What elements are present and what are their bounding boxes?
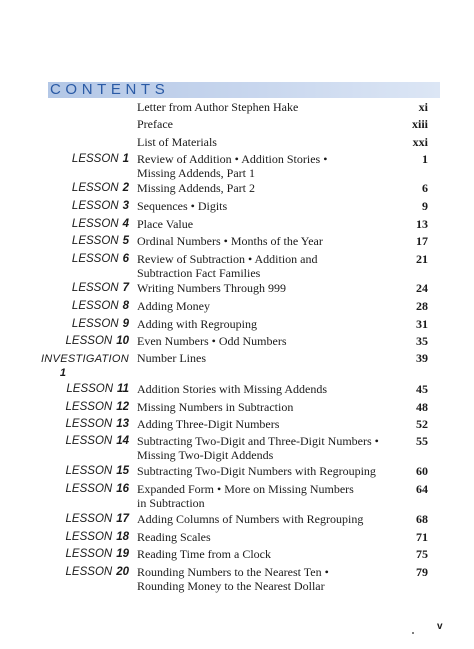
lesson-word: LESSON <box>65 566 113 578</box>
lesson-number: 8 <box>122 300 129 312</box>
lesson-label <box>72 153 129 165</box>
print-speck <box>412 632 414 634</box>
entry-page-number: 31 <box>416 317 428 331</box>
investigation-number: 1 <box>59 367 66 379</box>
entry-title <box>137 464 397 478</box>
lesson-number: 15 <box>116 465 129 477</box>
entry-title-line: Missing Two-Digit Addends <box>137 448 274 462</box>
entry-title <box>137 281 397 295</box>
lesson-number: 13 <box>116 418 129 430</box>
entry-title-line: Subtracting Two-Digit and Three-Digit Numbers • <box>137 434 379 448</box>
entry-title-line: Review of Subtraction • Addition and <box>137 252 318 266</box>
lesson-label <box>66 383 129 395</box>
contents-heading: CONTENTS <box>50 81 170 98</box>
lesson-word: LESSON <box>65 465 113 477</box>
entry-title-line: Missing Addends, Part 1 <box>137 166 256 180</box>
lesson-word: LESSON <box>71 253 119 265</box>
entry-page-number: 21 <box>416 252 428 266</box>
lesson-number: 4 <box>122 218 129 230</box>
entry-title-line: Adding with Regrouping <box>137 317 257 331</box>
entry-page-number: xiii <box>411 117 428 131</box>
lesson-word: LESSON <box>71 300 119 312</box>
entry-title <box>137 482 397 510</box>
entry-page-number: 9 <box>422 199 428 213</box>
lesson-label <box>66 418 129 430</box>
entry-title-line: Subtracting Two-Digit Numbers with Regrouping <box>137 464 376 478</box>
lesson-label <box>66 513 129 525</box>
lesson-label <box>72 300 129 312</box>
entry-page-number: 35 <box>416 334 428 348</box>
lesson-label <box>72 318 129 330</box>
entry-title <box>137 117 397 131</box>
lesson-word: LESSON <box>65 335 113 347</box>
entry-title-line: Adding Money <box>137 299 210 313</box>
entry-title-line: Even Numbers • Odd Numbers <box>137 334 287 348</box>
entry-page-number: 13 <box>416 217 428 231</box>
lesson-word: LESSON <box>65 401 113 413</box>
investigation-word: INVESTIGATION <box>40 353 129 365</box>
entry-title <box>137 217 397 231</box>
lesson-word: LESSON <box>65 531 113 543</box>
lesson-number: 12 <box>116 401 129 413</box>
entry-title-line: Writing Numbers Through 999 <box>137 281 286 295</box>
entry-title-line: Reading Scales <box>137 530 211 544</box>
entry-page-number: 6 <box>422 181 428 195</box>
entry-title <box>137 400 397 414</box>
entry-page-number: 17 <box>416 234 428 248</box>
lesson-label <box>72 235 129 247</box>
lesson-word: LESSON <box>71 200 119 212</box>
entry-title <box>137 100 397 114</box>
lesson-label <box>66 548 129 560</box>
lesson-label <box>66 531 129 543</box>
lesson-word: LESSON <box>65 513 113 525</box>
entry-title-line: Missing Numbers in Subtraction <box>137 400 294 414</box>
entry-title-line: in Subtraction <box>137 496 205 510</box>
lesson-number: 18 <box>116 531 129 543</box>
entry-title <box>137 181 397 195</box>
entry-title <box>137 234 397 248</box>
entry-page-number: 39 <box>416 351 428 365</box>
entry-title <box>137 417 397 431</box>
lesson-label <box>72 218 129 230</box>
entry-title <box>137 382 397 396</box>
lesson-number: 5 <box>122 235 129 247</box>
entry-title-line: Expanded Form • More on Missing Numbers <box>137 482 354 496</box>
entry-title <box>137 299 397 313</box>
entry-page-number: 60 <box>416 464 428 478</box>
investigation-label <box>41 352 129 380</box>
entry-page-number: 75 <box>416 547 428 561</box>
lesson-number: 2 <box>122 182 129 194</box>
lesson-label <box>66 566 129 578</box>
lesson-word: LESSON <box>66 383 114 395</box>
entry-title-line: Subtraction Fact Families <box>137 266 261 280</box>
lesson-number: 20 <box>116 566 129 578</box>
lesson-number: 6 <box>122 253 129 265</box>
lesson-number: 1 <box>122 153 129 165</box>
entry-page-number: 55 <box>416 434 428 448</box>
entry-title-line: Ordinal Numbers • Months of the Year <box>137 234 323 248</box>
entry-title <box>137 565 397 593</box>
lesson-word: LESSON <box>65 483 113 495</box>
entry-title-line: List of Materials <box>137 135 217 149</box>
entry-page-number: 45 <box>416 382 428 396</box>
entry-page-number: 28 <box>416 299 428 313</box>
entry-title-line: Sequences • Digits <box>137 199 228 213</box>
entry-title <box>137 530 397 544</box>
lesson-number: 10 <box>116 335 129 347</box>
entry-title-line: Place Value <box>137 217 194 231</box>
entry-title-line: Missing Addends, Part 2 <box>137 181 256 195</box>
entry-title <box>137 512 397 526</box>
entry-title-line: Adding Three-Digit Numbers <box>137 417 280 431</box>
entry-title <box>137 135 397 149</box>
entry-page-number: xxi <box>412 135 428 149</box>
entry-page-number: 52 <box>416 417 428 431</box>
entry-title <box>137 199 397 213</box>
entry-title-line: Adding Columns of Numbers with Regrouping <box>137 512 364 526</box>
entry-page-number: 68 <box>416 512 428 526</box>
entry-title-line: Review of Addition • Addition Stories • <box>137 152 328 166</box>
entry-title-line: Letter from Author Stephen Hake <box>137 100 299 114</box>
entry-title <box>137 351 397 365</box>
lesson-number: 11 <box>117 383 129 395</box>
lesson-word: LESSON <box>71 235 119 247</box>
lesson-label <box>66 435 129 447</box>
entry-title-line: Rounding Numbers to the Nearest Ten • <box>137 565 329 579</box>
entry-page-number: 1 <box>422 152 428 166</box>
entry-title-line: Reading Time from a Clock <box>137 547 271 561</box>
lesson-number: 3 <box>122 200 129 212</box>
lesson-number: 7 <box>122 282 129 294</box>
lesson-word: LESSON <box>65 548 113 560</box>
lesson-word: LESSON <box>65 418 113 430</box>
entry-page-number: 24 <box>416 281 428 295</box>
entry-page-number: xi <box>418 100 428 114</box>
lesson-label <box>72 282 129 294</box>
lesson-number: 19 <box>116 548 129 560</box>
lesson-word: LESSON <box>71 218 119 230</box>
entry-title <box>137 547 397 561</box>
lesson-label <box>66 401 129 413</box>
entry-title <box>137 334 397 348</box>
entry-page-number: 48 <box>416 400 428 414</box>
lesson-word: LESSON <box>71 182 119 194</box>
entry-title-line: Preface <box>137 117 173 131</box>
lesson-word: LESSON <box>71 153 119 165</box>
page-folio: v <box>437 621 443 632</box>
lesson-label <box>72 253 129 265</box>
lesson-word: LESSON <box>71 318 119 330</box>
lesson-label <box>66 335 129 347</box>
entry-title <box>137 252 397 280</box>
lesson-number: 16 <box>116 483 129 495</box>
lesson-number: 9 <box>122 318 129 330</box>
lesson-label <box>72 182 129 194</box>
lesson-label <box>66 465 129 477</box>
entry-page-number: 71 <box>416 530 428 544</box>
entry-page-number: 79 <box>416 565 428 579</box>
lesson-number: 14 <box>116 435 129 447</box>
entry-title <box>137 152 397 180</box>
lesson-word: LESSON <box>71 282 119 294</box>
lesson-word: LESSON <box>65 435 113 447</box>
entry-title-line: Addition Stories with Missing Addends <box>137 382 328 396</box>
entry-title <box>137 434 397 462</box>
lesson-number: 17 <box>116 513 129 525</box>
lesson-label <box>66 483 129 495</box>
entry-title <box>137 317 397 331</box>
entry-title-line: Rounding Money to the Nearest Dollar <box>137 579 325 593</box>
entry-title-line: Number Lines <box>137 351 206 365</box>
lesson-label <box>72 200 129 212</box>
entry-page-number: 64 <box>416 482 428 496</box>
